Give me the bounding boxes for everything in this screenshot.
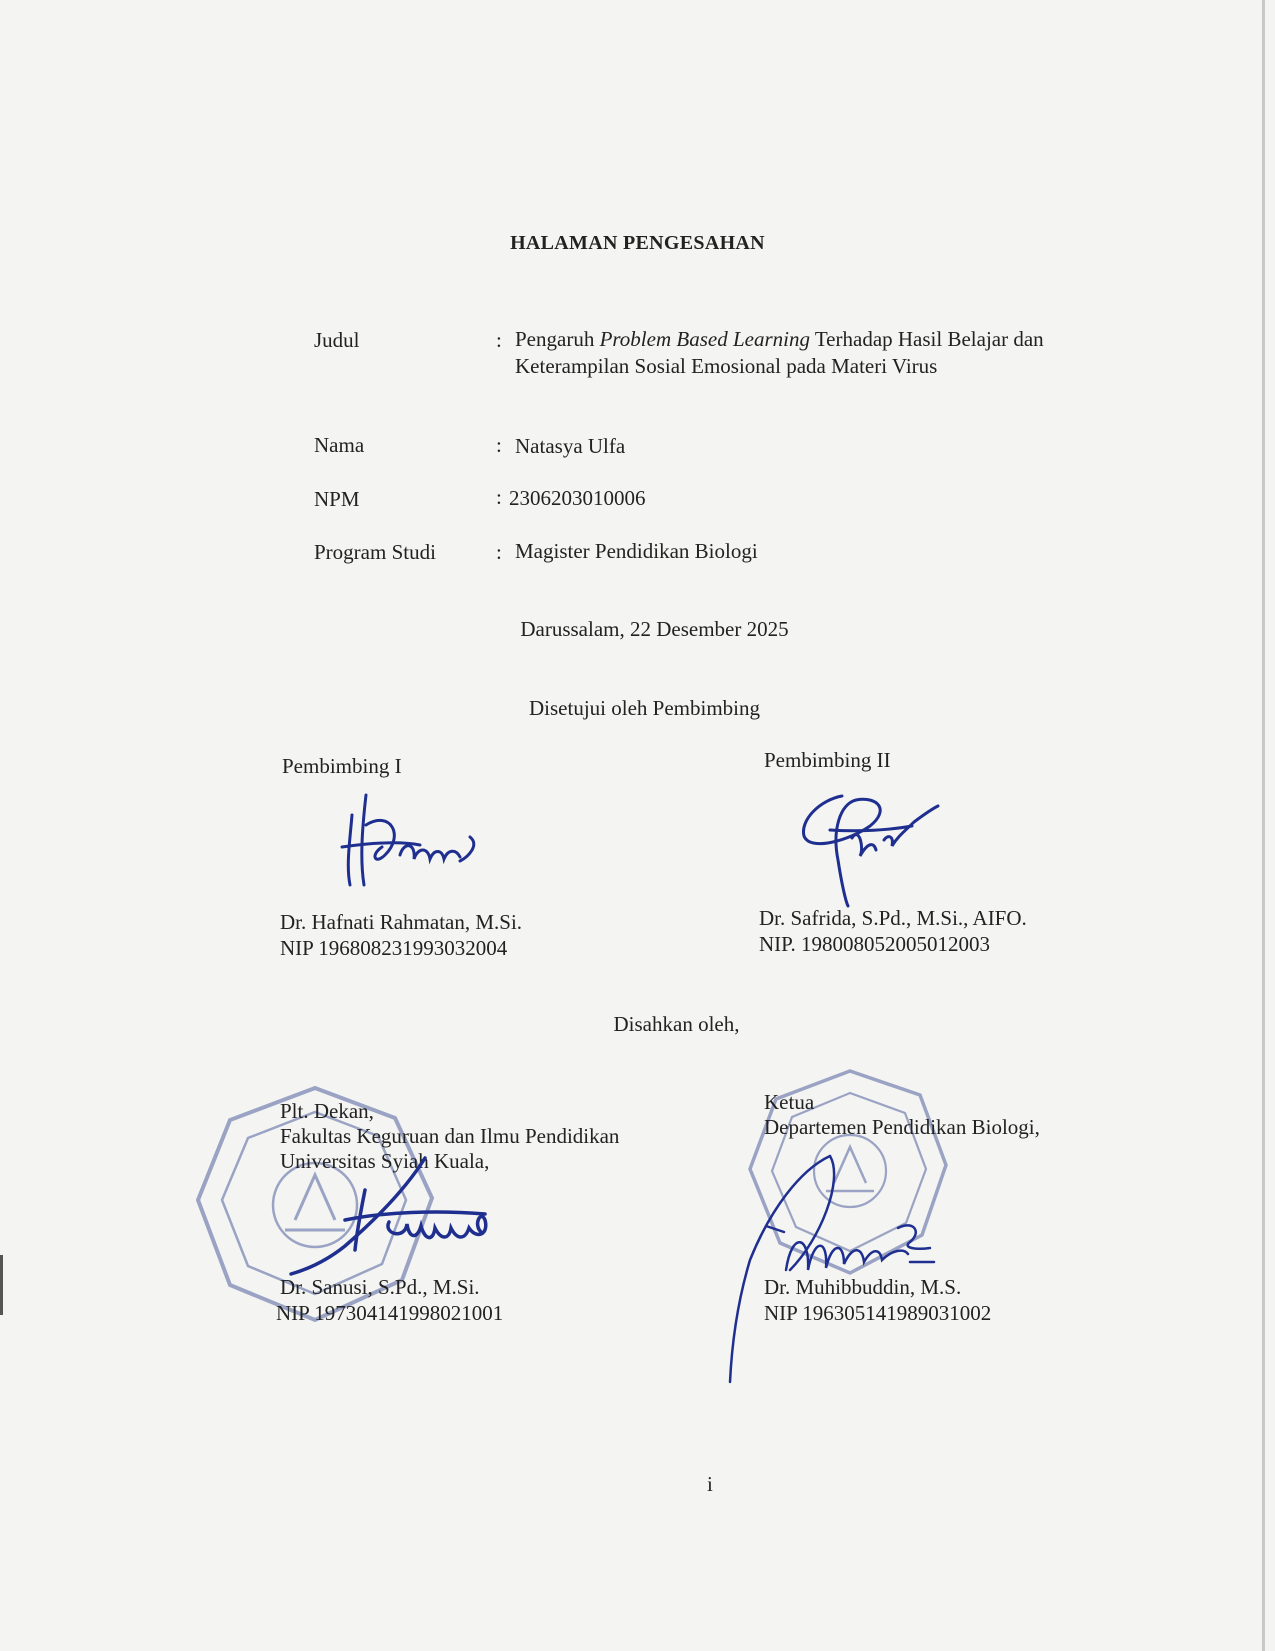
judul-value-prefix: Pengaruh (515, 327, 600, 351)
nama-value: Natasya Ulfa (515, 434, 626, 458)
head-nip: NIP 196305141989031002 (764, 1301, 992, 1325)
supervisor1-name: Dr. Hafnati Rahmatan, M.Si. (280, 910, 523, 934)
judul-colon: : (496, 328, 502, 352)
dean-name: Dr. Sanusi, S.Pd., M.Si. (280, 1275, 480, 1299)
ratified-by-heading: Disahkan oleh, (613, 1012, 740, 1036)
dean-role-line2: Fakultas Keguruan dan Ilmu Pendidikan (280, 1124, 620, 1148)
supervisor1-role: Pembimbing I (282, 754, 402, 778)
head-role-line1: Ketua (764, 1090, 815, 1114)
supervisor1-signature (330, 785, 510, 895)
prodi-colon: : (496, 540, 502, 564)
place-date: Darussalam, 22 Desember 2025 (520, 617, 789, 641)
nama-label: Nama (314, 433, 365, 457)
prodi-label: Program Studi (314, 540, 436, 564)
head-name: Dr. Muhibbuddin, M.S. (764, 1275, 962, 1299)
page-number: i (707, 1472, 713, 1496)
approved-by-heading: Disetujui oleh Pembimbing (529, 696, 760, 720)
judul-value (515, 326, 1055, 380)
supervisor2-signature (790, 790, 950, 910)
dean-signature (285, 1150, 525, 1280)
page-title: HALAMAN PENGESAHAN (510, 232, 765, 254)
dean-role-line1: Plt. Dekan, (280, 1099, 374, 1123)
nama-colon: : (496, 433, 502, 457)
supervisor2-name: Dr. Safrida, S.Pd., M.Si., AIFO. (759, 906, 1027, 930)
supervisor2-role: Pembimbing II (764, 748, 891, 772)
npm-label: NPM (314, 487, 360, 511)
judul-label: Judul (314, 328, 360, 352)
scan-edge-mark (0, 1255, 3, 1315)
head-role-line2: Departemen Pendidikan Biologi, (764, 1115, 1040, 1139)
npm-value: 2306203010006 (509, 486, 646, 510)
supervisor1-nip: NIP 196808231993032004 (280, 936, 508, 960)
head-signature (720, 1150, 960, 1385)
dean-role-line3: Universitas Syiah Kuala, (280, 1149, 490, 1173)
judul-value-suffix: Terhadap Hasil Belajar dan Keterampilan Sosial Emosional pada Materi Virus (515, 327, 1044, 378)
npm-colon: : (496, 485, 502, 509)
prodi-value: Magister Pendidikan Biologi (515, 539, 758, 563)
dean-nip: NIP 197304141998021001 (276, 1301, 504, 1325)
supervisor2-nip: NIP. 198008052005012003 (759, 932, 991, 956)
judul-value-italic: Problem Based Learning (599, 327, 810, 351)
